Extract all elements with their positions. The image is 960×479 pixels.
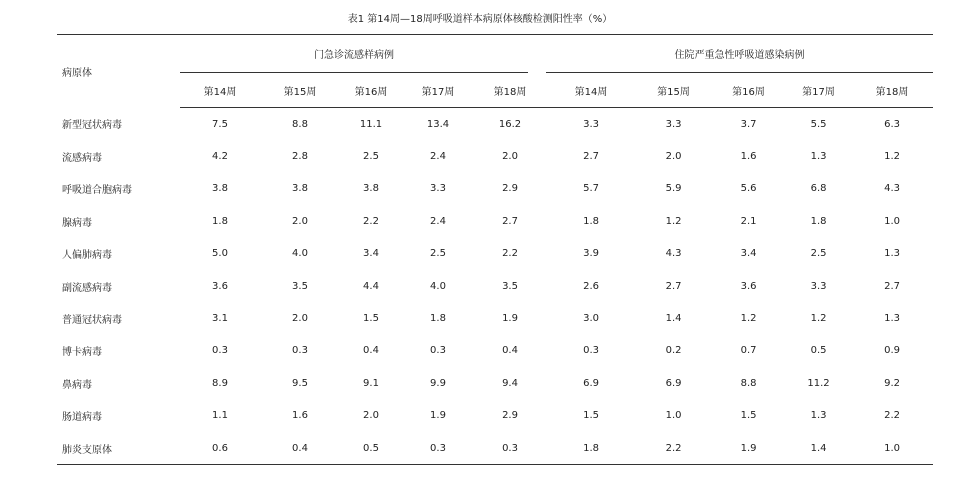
table-body xyxy=(57,108,933,465)
pathogen-name-cell: 普通冠状病毒 xyxy=(62,315,122,327)
outpatient-value-cell: 4.2 xyxy=(212,151,228,163)
inpatient-value-cell: 1.5 xyxy=(740,410,757,422)
outpatient-value-cell: 1.5 xyxy=(363,313,379,325)
outpatient-value-cell: 9.9 xyxy=(430,377,446,389)
outpatient-value-cell: 2.2 xyxy=(502,248,518,260)
pathogen-name-cell: 肺炎支原体 xyxy=(57,432,180,465)
outpatient-value-cell: 2.9 xyxy=(502,410,518,422)
group-header-inpatient xyxy=(546,35,933,74)
pathogen-name-cell: 鼻病毒 xyxy=(62,379,92,391)
table-row xyxy=(57,432,933,465)
inpatient-value-cell: 6.8 xyxy=(810,183,827,195)
table-row xyxy=(57,400,933,432)
week-header: 第14周 xyxy=(180,73,260,108)
pathogen-name-cell: 副流感病毒 xyxy=(62,282,112,294)
outpatient-value-cell: 3.1 xyxy=(212,313,228,325)
outpatient-value-cell: 2.5 xyxy=(430,248,446,260)
inpatient-value-cell: 3.4 xyxy=(740,248,757,260)
outpatient-value-cell: 4.0 xyxy=(292,248,308,260)
pathogen-name-cell: 流感病毒 xyxy=(62,153,102,165)
inpatient-value-cell: 2.2 xyxy=(636,432,711,465)
inpatient-value-cell: 2.0 xyxy=(665,151,682,163)
table-row xyxy=(57,238,933,270)
outpatient-value-cell: 3.8 xyxy=(363,183,379,195)
inpatient-value-cell: 1.4 xyxy=(786,432,851,465)
outpatient-value-cell: 3.5 xyxy=(292,280,308,292)
inpatient-value-cell: 2.6 xyxy=(583,280,599,292)
inpatient-value-cell: 1.2 xyxy=(740,313,757,325)
inpatient-value-cell: 5.5 xyxy=(810,118,827,130)
outpatient-value-cell: 16.2 xyxy=(498,118,522,130)
week-header: 第18周 xyxy=(851,73,933,108)
inpatient-value-cell: 5.6 xyxy=(740,183,757,195)
pathogen-name-cell: 肠道病毒 xyxy=(62,412,102,424)
inpatient-value-cell: 1.4 xyxy=(665,313,682,325)
table-caption: 表1 第14周—18周呼吸道样本病原体核酸检测阳性率（%） xyxy=(347,14,613,25)
table-row xyxy=(57,140,933,172)
inpatient-value-cell: 1.5 xyxy=(583,410,599,422)
inpatient-value-cell: 0.9 xyxy=(884,345,900,357)
outpatient-value-cell: 4.0 xyxy=(430,280,446,292)
inpatient-value-cell: 1.2 xyxy=(884,151,900,163)
table-row xyxy=(57,173,933,205)
week-header: 第17周 xyxy=(402,73,474,108)
outpatient-value-cell: 0.4 xyxy=(502,345,518,357)
outpatient-value-cell: 2.2 xyxy=(363,215,379,227)
inpatient-value-cell: 3.3 xyxy=(665,118,682,130)
outpatient-value-cell: 2.9 xyxy=(502,183,518,195)
inpatient-value-cell: 8.8 xyxy=(740,377,757,389)
outpatient-value-cell: 3.8 xyxy=(292,183,308,195)
outpatient-value-cell: 2.0 xyxy=(502,151,518,163)
outpatient-value-cell: 2.4 xyxy=(430,151,446,163)
inpatient-value-cell: 3.3 xyxy=(810,280,827,292)
inpatient-value-cell: 3.9 xyxy=(583,248,599,260)
inpatient-value-cell: 1.9 xyxy=(711,432,786,465)
outpatient-value-cell: 7.5 xyxy=(212,118,228,130)
row-header-pathogen: 病原体 xyxy=(57,35,180,108)
outpatient-value-cell: 3.3 xyxy=(430,183,446,195)
outpatient-value-cell: 1.8 xyxy=(430,313,446,325)
outpatient-value-cell: 0.4 xyxy=(363,345,379,357)
week-header: 第16周 xyxy=(711,73,786,108)
group-header-row xyxy=(57,35,933,74)
table-row xyxy=(57,302,933,334)
inpatient-value-cell: 1.3 xyxy=(810,410,827,422)
outpatient-value-cell: 2.0 xyxy=(292,313,308,325)
inpatient-value-cell: 0.3 xyxy=(583,345,599,357)
outpatient-value-cell: 11.1 xyxy=(359,118,383,130)
outpatient-value-cell: 0.4 xyxy=(260,432,340,465)
outpatient-value-cell: 9.4 xyxy=(502,377,518,389)
outpatient-value-cell: 2.0 xyxy=(292,215,308,227)
outpatient-value-cell: 1.6 xyxy=(292,410,308,422)
inpatient-value-cell: 5.7 xyxy=(583,183,599,195)
table-header xyxy=(57,35,933,108)
positivity-table-container xyxy=(57,34,933,465)
inpatient-value-cell: 1.0 xyxy=(884,215,900,227)
week-header: 第16周 xyxy=(340,73,402,108)
inpatient-value-cell: 2.1 xyxy=(740,215,757,227)
inpatient-value-cell: 1.8 xyxy=(546,432,636,465)
table-row xyxy=(57,335,933,367)
outpatient-value-cell: 0.3 xyxy=(292,345,308,357)
week-header: 第17周 xyxy=(786,73,851,108)
inpatient-value-cell: 4.3 xyxy=(665,248,682,260)
outpatient-value-cell: 4.4 xyxy=(363,280,379,292)
outpatient-value-cell: 1.9 xyxy=(502,313,518,325)
inpatient-value-cell: 1.3 xyxy=(884,248,900,260)
week-header: 第15周 xyxy=(260,73,340,108)
outpatient-value-cell: 1.9 xyxy=(430,410,446,422)
outpatient-value-cell: 9.1 xyxy=(363,377,379,389)
outpatient-value-cell: 0.5 xyxy=(340,432,402,465)
inpatient-value-cell: 2.5 xyxy=(810,248,827,260)
outpatient-value-cell: 2.4 xyxy=(430,215,446,227)
inpatient-value-cell: 1.3 xyxy=(884,313,900,325)
inpatient-value-cell: 0.7 xyxy=(740,345,757,357)
inpatient-value-cell: 1.0 xyxy=(665,410,682,422)
outpatient-value-cell: 2.0 xyxy=(363,410,379,422)
inpatient-value-cell: 0.5 xyxy=(810,345,827,357)
pathogen-name-cell: 呼吸道合胞病毒 xyxy=(62,185,132,197)
week-header: 第15周 xyxy=(636,73,711,108)
inpatient-value-cell: 1.3 xyxy=(810,151,827,163)
group-header-inpatient-label: 住院严重急性呼吸道感染病例 xyxy=(546,36,933,73)
outpatient-value-cell: 3.6 xyxy=(212,280,228,292)
inpatient-value-cell: 2.7 xyxy=(583,151,599,163)
inpatient-value-cell: 4.3 xyxy=(884,183,900,195)
table-row xyxy=(57,270,933,302)
inpatient-value-cell: 3.7 xyxy=(740,118,757,130)
inpatient-value-cell: 0.2 xyxy=(665,345,682,357)
outpatient-value-cell: 8.8 xyxy=(292,118,308,130)
pathogen-name-cell: 新型冠状病毒 xyxy=(62,120,122,132)
inpatient-value-cell: 2.7 xyxy=(884,280,900,292)
pathogen-name-cell: 博卡病毒 xyxy=(62,347,102,359)
inpatient-value-cell: 11.2 xyxy=(807,377,830,389)
group-header-outpatient xyxy=(180,35,546,74)
outpatient-value-cell: 1.1 xyxy=(212,410,228,422)
week-header: 第18周 xyxy=(474,73,546,108)
outpatient-value-cell: 3.4 xyxy=(363,248,379,260)
outpatient-value-cell: 2.5 xyxy=(363,151,379,163)
inpatient-value-cell: 1.8 xyxy=(810,215,827,227)
outpatient-value-cell: 3.8 xyxy=(212,183,228,195)
outpatient-value-cell: 0.3 xyxy=(474,432,546,465)
outpatient-value-cell: 0.3 xyxy=(430,345,446,357)
inpatient-value-cell: 3.0 xyxy=(583,313,599,325)
inpatient-value-cell: 9.2 xyxy=(884,377,900,389)
inpatient-value-cell: 3.3 xyxy=(583,118,599,130)
inpatient-value-cell: 3.6 xyxy=(740,280,757,292)
table-row xyxy=(57,108,933,141)
inpatient-value-cell: 1.6 xyxy=(740,151,757,163)
table-row xyxy=(57,367,933,399)
outpatient-value-cell: 2.7 xyxy=(502,215,518,227)
outpatient-value-cell: 3.5 xyxy=(502,280,518,292)
week-header-row xyxy=(57,73,933,108)
positivity-table xyxy=(57,34,933,465)
inpatient-value-cell: 5.9 xyxy=(665,183,682,195)
inpatient-value-cell: 1.0 xyxy=(851,432,933,465)
outpatient-value-cell: 0.3 xyxy=(402,432,474,465)
outpatient-value-cell: 5.0 xyxy=(212,248,228,260)
inpatient-value-cell: 1.8 xyxy=(583,215,599,227)
inpatient-value-cell: 2.2 xyxy=(884,410,900,422)
outpatient-value-cell: 13.4 xyxy=(426,118,450,130)
outpatient-value-cell: 2.8 xyxy=(292,151,308,163)
inpatient-value-cell: 1.2 xyxy=(810,313,827,325)
pathogen-name-cell: 腺病毒 xyxy=(62,217,92,229)
inpatient-value-cell: 6.3 xyxy=(884,118,900,130)
outpatient-value-cell: 1.8 xyxy=(212,215,228,227)
pathogen-name-cell: 人偏肺病毒 xyxy=(62,250,112,262)
outpatient-value-cell: 0.6 xyxy=(180,432,260,465)
outpatient-value-cell: 9.5 xyxy=(292,377,308,389)
inpatient-value-cell: 6.9 xyxy=(665,377,682,389)
inpatient-value-cell: 1.2 xyxy=(665,215,682,227)
week-header: 第14周 xyxy=(546,73,636,108)
outpatient-value-cell: 8.9 xyxy=(212,377,228,389)
group-header-outpatient-label: 门急诊流感样病例 xyxy=(180,36,528,73)
table-row xyxy=(57,205,933,237)
inpatient-value-cell: 2.7 xyxy=(665,280,682,292)
inpatient-value-cell: 6.9 xyxy=(583,377,599,389)
outpatient-value-cell: 0.3 xyxy=(212,345,228,357)
